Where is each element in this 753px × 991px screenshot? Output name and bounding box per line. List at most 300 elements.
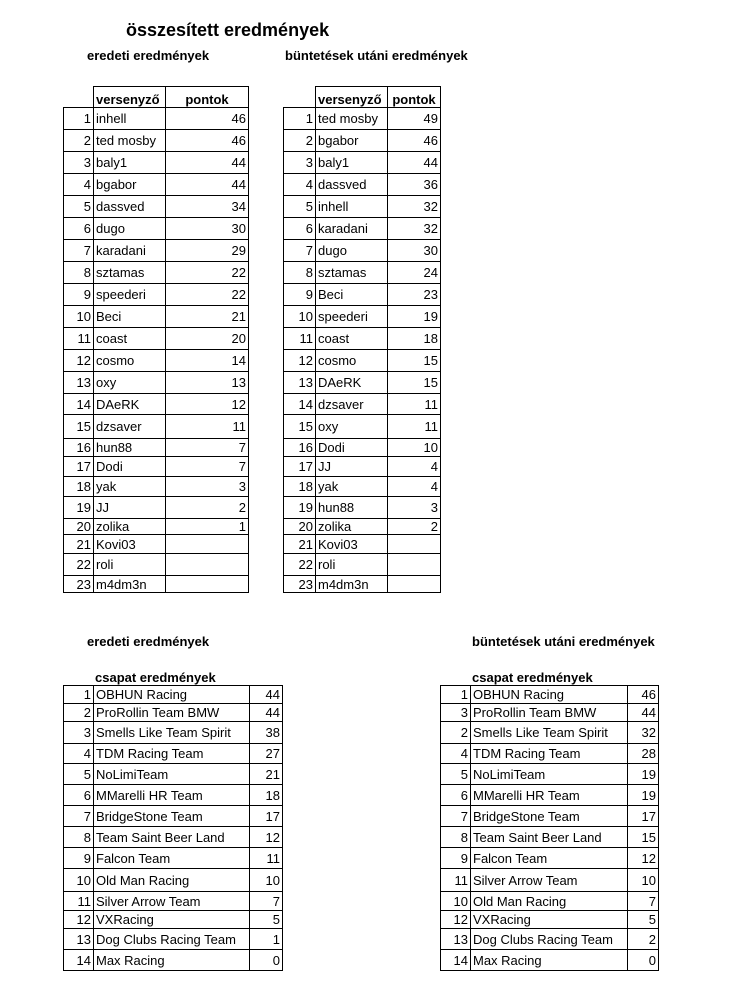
- table-row: [64, 519, 249, 535]
- table-row: [64, 196, 249, 218]
- rank-cell: 5: [441, 764, 471, 785]
- table-row: [441, 869, 659, 892]
- points-cell: 3: [166, 477, 249, 497]
- table-row: [64, 262, 249, 284]
- table-row: [441, 806, 659, 827]
- table-row: [64, 704, 283, 722]
- rank-cell: 4: [441, 744, 471, 764]
- name-cell: Dodi: [94, 457, 166, 477]
- points-cell: 44: [628, 704, 659, 722]
- points-cell: [166, 554, 249, 576]
- name-cell: Beci: [316, 284, 388, 306]
- table-row: [284, 439, 441, 457]
- points-cell: 2: [388, 519, 441, 535]
- points-cell: 3: [388, 497, 441, 519]
- team-original-subheader: csapat eredmények: [95, 670, 216, 685]
- table-row: [64, 306, 249, 328]
- rank-cell: 6: [64, 785, 94, 806]
- name-cell: BridgeStone Team: [471, 806, 628, 827]
- table-row: [64, 240, 249, 262]
- table-row: [441, 950, 659, 971]
- rank-cell: 19: [64, 497, 94, 519]
- points-cell: 0: [250, 950, 283, 971]
- table-row: [284, 576, 441, 593]
- points-cell: 29: [166, 240, 249, 262]
- points-cell: 46: [628, 686, 659, 704]
- rank-cell: 11: [441, 869, 471, 892]
- table-row: [64, 218, 249, 240]
- name-cell: dzsaver: [94, 415, 166, 439]
- table-row: [64, 284, 249, 306]
- name-cell: yak: [94, 477, 166, 497]
- name-cell: Old Man Racing: [471, 892, 628, 911]
- rank-cell: 19: [284, 497, 316, 519]
- points-cell: 15: [388, 372, 441, 394]
- individual-penalty-table: [283, 86, 441, 593]
- column-header-points: pontok: [166, 87, 249, 108]
- points-cell: 32: [628, 722, 659, 744]
- rank-cell: 10: [284, 306, 316, 328]
- rank-cell: 17: [64, 457, 94, 477]
- rank-cell: 8: [284, 262, 316, 284]
- table-row: [64, 892, 283, 911]
- table-row: [284, 415, 441, 439]
- rank-cell: 1: [284, 108, 316, 130]
- points-cell: 24: [388, 262, 441, 284]
- table-row: [64, 554, 249, 576]
- points-cell: 14: [166, 350, 249, 372]
- rank-cell: 1: [441, 686, 471, 704]
- table-row: [64, 806, 283, 827]
- table-row: [284, 554, 441, 576]
- points-cell: 17: [628, 806, 659, 827]
- table-row: [284, 108, 441, 130]
- table-row: [64, 827, 283, 848]
- rank-cell: 20: [64, 519, 94, 535]
- name-cell: Kovi03: [316, 535, 388, 554]
- team-penalty-table: [440, 685, 659, 971]
- name-cell: coast: [94, 328, 166, 350]
- name-cell: Falcon Team: [94, 848, 250, 869]
- table-row: [441, 929, 659, 950]
- name-cell: Dodi: [316, 439, 388, 457]
- name-cell: Dog Clubs Racing Team: [471, 929, 628, 950]
- rank-cell: 16: [284, 439, 316, 457]
- team-original-table: [63, 685, 283, 971]
- rank-cell: 5: [284, 196, 316, 218]
- points-cell: 7: [250, 892, 283, 911]
- penalty-results-label: büntetések utáni eredmények: [285, 48, 468, 63]
- table-row: [64, 535, 249, 554]
- name-cell: ted mosby: [316, 108, 388, 130]
- rank-cell: 8: [64, 262, 94, 284]
- rank-cell: 3: [64, 722, 94, 744]
- name-cell: bgabor: [316, 130, 388, 152]
- rank-cell: 12: [64, 911, 94, 929]
- name-cell: VXRacing: [471, 911, 628, 929]
- rank-cell: 2: [441, 722, 471, 744]
- table-row: [441, 892, 659, 911]
- table-row: [64, 722, 283, 744]
- table-row: [64, 686, 283, 704]
- name-cell: Falcon Team: [471, 848, 628, 869]
- team-penalty-label: büntetések utáni eredmények: [472, 634, 655, 649]
- name-cell: Dog Clubs Racing Team: [94, 929, 250, 950]
- rank-cell: 9: [284, 284, 316, 306]
- rank-cell: 10: [64, 306, 94, 328]
- name-cell: Silver Arrow Team: [471, 869, 628, 892]
- name-cell: DAeRK: [94, 394, 166, 415]
- points-cell: 0: [628, 950, 659, 971]
- name-cell: JJ: [316, 457, 388, 477]
- name-cell: NoLimiTeam: [94, 764, 250, 785]
- rank-cell: 21: [64, 535, 94, 554]
- table-row: [441, 704, 659, 722]
- points-cell: 5: [250, 911, 283, 929]
- table-row: [284, 497, 441, 519]
- rank-cell: 23: [64, 576, 94, 593]
- rank-cell: 9: [64, 848, 94, 869]
- rank-cell: 15: [284, 415, 316, 439]
- table-row: [284, 174, 441, 196]
- table-row: [64, 130, 249, 152]
- rank-cell: 14: [441, 950, 471, 971]
- name-cell: DAeRK: [316, 372, 388, 394]
- team-original-label: eredeti eredmények: [87, 634, 210, 649]
- rank-cell: 6: [284, 218, 316, 240]
- table-row: [284, 196, 441, 218]
- rank-cell: 14: [284, 394, 316, 415]
- rank-cell: 8: [64, 827, 94, 848]
- points-cell: 34: [166, 196, 249, 218]
- points-cell: 11: [388, 394, 441, 415]
- table-row: [441, 744, 659, 764]
- points-cell: 7: [628, 892, 659, 911]
- name-cell: baly1: [316, 152, 388, 174]
- rank-cell: 13: [441, 929, 471, 950]
- name-cell: BridgeStone Team: [94, 806, 250, 827]
- name-cell: Old Man Racing: [94, 869, 250, 892]
- rank-cell: 12: [284, 350, 316, 372]
- points-cell: 10: [250, 869, 283, 892]
- table-row: [64, 372, 249, 394]
- rank-cell: 12: [441, 911, 471, 929]
- name-cell: dugo: [316, 240, 388, 262]
- rank-cell: 9: [64, 284, 94, 306]
- rank-cell: 3: [441, 704, 471, 722]
- rank-cell: 12: [64, 350, 94, 372]
- table-row: [441, 848, 659, 869]
- table-row: [284, 240, 441, 262]
- points-cell: 1: [166, 519, 249, 535]
- table-row: [64, 848, 283, 869]
- points-cell: 11: [166, 415, 249, 439]
- rank-cell: 2: [64, 704, 94, 722]
- points-cell: 21: [250, 764, 283, 785]
- column-header-points: pontok: [388, 87, 441, 108]
- name-cell: speederi: [94, 284, 166, 306]
- name-cell: sztamas: [94, 262, 166, 284]
- points-cell: 32: [388, 196, 441, 218]
- rank-cell: 14: [64, 394, 94, 415]
- points-cell: 11: [250, 848, 283, 869]
- rank-cell: 8: [441, 827, 471, 848]
- points-cell: 15: [388, 350, 441, 372]
- points-cell: 7: [166, 457, 249, 477]
- column-header-driver: versenyző: [94, 87, 166, 108]
- table-row: [64, 764, 283, 785]
- points-cell: 44: [388, 152, 441, 174]
- points-cell: 22: [166, 284, 249, 306]
- name-cell: ProRollin Team BMW: [471, 704, 628, 722]
- table-row: [64, 869, 283, 892]
- points-cell: 21: [166, 306, 249, 328]
- table-row: [284, 372, 441, 394]
- table-row: [64, 108, 249, 130]
- rank-cell: 7: [64, 240, 94, 262]
- table-row: [64, 152, 249, 174]
- name-cell: oxy: [94, 372, 166, 394]
- table-row: [441, 911, 659, 929]
- name-cell: yak: [316, 477, 388, 497]
- rank-cell: 16: [64, 439, 94, 457]
- points-cell: 22: [166, 262, 249, 284]
- name-cell: Silver Arrow Team: [94, 892, 250, 911]
- points-cell: 49: [388, 108, 441, 130]
- team-penalty-subheader: csapat eredmények: [472, 670, 593, 685]
- table-row: [284, 350, 441, 372]
- table-row: [64, 497, 249, 519]
- rank-cell: 23: [284, 576, 316, 593]
- rank-cell: 11: [64, 328, 94, 350]
- table-row: [441, 722, 659, 744]
- table-row: [284, 535, 441, 554]
- name-cell: TDM Racing Team: [94, 744, 250, 764]
- rank-cell: 13: [284, 372, 316, 394]
- rank-cell: 14: [64, 950, 94, 971]
- name-cell: OBHUN Racing: [471, 686, 628, 704]
- points-cell: 4: [388, 457, 441, 477]
- points-cell: 18: [250, 785, 283, 806]
- table-row: [64, 457, 249, 477]
- rank-cell: 17: [284, 457, 316, 477]
- rank-cell: 21: [284, 535, 316, 554]
- table-row: [64, 911, 283, 929]
- name-cell: m4dm3n: [94, 576, 166, 593]
- table-row: [284, 218, 441, 240]
- rank-cell: 4: [64, 174, 94, 196]
- rank-cell: 9: [441, 848, 471, 869]
- name-cell: MMarelli HR Team: [471, 785, 628, 806]
- table-row: [284, 152, 441, 174]
- name-cell: VXRacing: [94, 911, 250, 929]
- points-cell: 19: [628, 785, 659, 806]
- name-cell: inhell: [316, 196, 388, 218]
- name-cell: karadani: [316, 218, 388, 240]
- table-row: [64, 576, 249, 593]
- individual-original-table: [63, 86, 249, 593]
- name-cell: oxy: [316, 415, 388, 439]
- rank-cell: 20: [284, 519, 316, 535]
- points-cell: [166, 576, 249, 593]
- page-title: összesített eredmények: [126, 20, 330, 40]
- name-cell: TDM Racing Team: [471, 744, 628, 764]
- name-cell: dassved: [316, 174, 388, 196]
- rank-cell: 13: [64, 372, 94, 394]
- points-cell: 10: [628, 869, 659, 892]
- name-cell: Max Racing: [94, 950, 250, 971]
- rank-cell: 18: [284, 477, 316, 497]
- rank-cell: 5: [64, 764, 94, 785]
- name-cell: roli: [316, 554, 388, 576]
- name-cell: Smells Like Team Spirit: [471, 722, 628, 744]
- name-cell: Team Saint Beer Land: [471, 827, 628, 848]
- points-cell: 19: [388, 306, 441, 328]
- table-row: [441, 764, 659, 785]
- table-row: [64, 394, 249, 415]
- rank-cell: 10: [64, 869, 94, 892]
- points-cell: 7: [166, 439, 249, 457]
- table-row: [64, 785, 283, 806]
- table-row: [284, 477, 441, 497]
- points-cell: 36: [388, 174, 441, 196]
- rank-cell: 7: [64, 806, 94, 827]
- name-cell: dzsaver: [316, 394, 388, 415]
- name-cell: NoLimiTeam: [471, 764, 628, 785]
- table-row: [64, 477, 249, 497]
- points-cell: [388, 554, 441, 576]
- points-cell: 1: [250, 929, 283, 950]
- table-row: [64, 744, 283, 764]
- name-cell: karadani: [94, 240, 166, 262]
- points-cell: 28: [628, 744, 659, 764]
- rank-cell: 6: [441, 785, 471, 806]
- points-cell: 44: [166, 152, 249, 174]
- name-cell: ted mosby: [94, 130, 166, 152]
- points-cell: [388, 576, 441, 593]
- rank-cell: 18: [64, 477, 94, 497]
- table-row: [441, 827, 659, 848]
- points-cell: 44: [250, 704, 283, 722]
- rank-cell: 22: [284, 554, 316, 576]
- table-row: [284, 328, 441, 350]
- table-row: [64, 328, 249, 350]
- table-row: [284, 394, 441, 415]
- name-cell: hun88: [94, 439, 166, 457]
- points-cell: 13: [166, 372, 249, 394]
- table-row: [284, 306, 441, 328]
- name-cell: zolika: [94, 519, 166, 535]
- points-cell: 19: [628, 764, 659, 785]
- table-row: [284, 519, 441, 535]
- rank-cell: 4: [284, 174, 316, 196]
- name-cell: hun88: [316, 497, 388, 519]
- name-cell: JJ: [94, 497, 166, 519]
- name-cell: inhell: [94, 108, 166, 130]
- points-cell: 38: [250, 722, 283, 744]
- name-cell: roli: [94, 554, 166, 576]
- table-row: [64, 950, 283, 971]
- name-cell: Beci: [94, 306, 166, 328]
- points-cell: 5: [628, 911, 659, 929]
- rank-cell: 22: [64, 554, 94, 576]
- points-cell: 15: [628, 827, 659, 848]
- rank-cell: 11: [64, 892, 94, 911]
- points-cell: 30: [388, 240, 441, 262]
- rank-cell: 11: [284, 328, 316, 350]
- rank-cell: 2: [64, 130, 94, 152]
- table-row: [284, 262, 441, 284]
- rank-cell: 10: [441, 892, 471, 911]
- rank-cell: 15: [64, 415, 94, 439]
- name-cell: cosmo: [316, 350, 388, 372]
- name-cell: dugo: [94, 218, 166, 240]
- points-cell: 2: [166, 497, 249, 519]
- points-cell: 46: [166, 130, 249, 152]
- name-cell: m4dm3n: [316, 576, 388, 593]
- name-cell: Max Racing: [471, 950, 628, 971]
- name-cell: sztamas: [316, 262, 388, 284]
- name-cell: coast: [316, 328, 388, 350]
- points-cell: 46: [166, 108, 249, 130]
- points-cell: 10: [388, 439, 441, 457]
- name-cell: dassved: [94, 196, 166, 218]
- points-cell: 20: [166, 328, 249, 350]
- rank-cell: 7: [441, 806, 471, 827]
- rank-cell: 1: [64, 108, 94, 130]
- points-cell: 44: [250, 686, 283, 704]
- points-cell: 17: [250, 806, 283, 827]
- rank-cell: 1: [64, 686, 94, 704]
- name-cell: OBHUN Racing: [94, 686, 250, 704]
- points-cell: [166, 535, 249, 554]
- table-row: [441, 686, 659, 704]
- name-cell: Team Saint Beer Land: [94, 827, 250, 848]
- name-cell: MMarelli HR Team: [94, 785, 250, 806]
- points-cell: 11: [388, 415, 441, 439]
- points-cell: 46: [388, 130, 441, 152]
- table-row: [284, 457, 441, 477]
- points-cell: 2: [628, 929, 659, 950]
- points-cell: 12: [250, 827, 283, 848]
- rank-cell: 6: [64, 218, 94, 240]
- name-cell: baly1: [94, 152, 166, 174]
- name-cell: speederi: [316, 306, 388, 328]
- table-row: [64, 174, 249, 196]
- table-row: [284, 284, 441, 306]
- name-cell: bgabor: [94, 174, 166, 196]
- name-cell: cosmo: [94, 350, 166, 372]
- rank-cell: 13: [64, 929, 94, 950]
- points-cell: 4: [388, 477, 441, 497]
- column-header-driver: versenyző: [316, 87, 388, 108]
- name-cell: Smells Like Team Spirit: [94, 722, 250, 744]
- rank-cell: 3: [64, 152, 94, 174]
- table-row: [441, 785, 659, 806]
- points-cell: 27: [250, 744, 283, 764]
- rank-cell: 7: [284, 240, 316, 262]
- table-row: [64, 350, 249, 372]
- rank-cell: 5: [64, 196, 94, 218]
- table-row: [284, 130, 441, 152]
- name-cell: Kovi03: [94, 535, 166, 554]
- name-cell: zolika: [316, 519, 388, 535]
- points-cell: 18: [388, 328, 441, 350]
- points-cell: [388, 535, 441, 554]
- points-cell: 12: [166, 394, 249, 415]
- points-cell: 23: [388, 284, 441, 306]
- rank-cell: 4: [64, 744, 94, 764]
